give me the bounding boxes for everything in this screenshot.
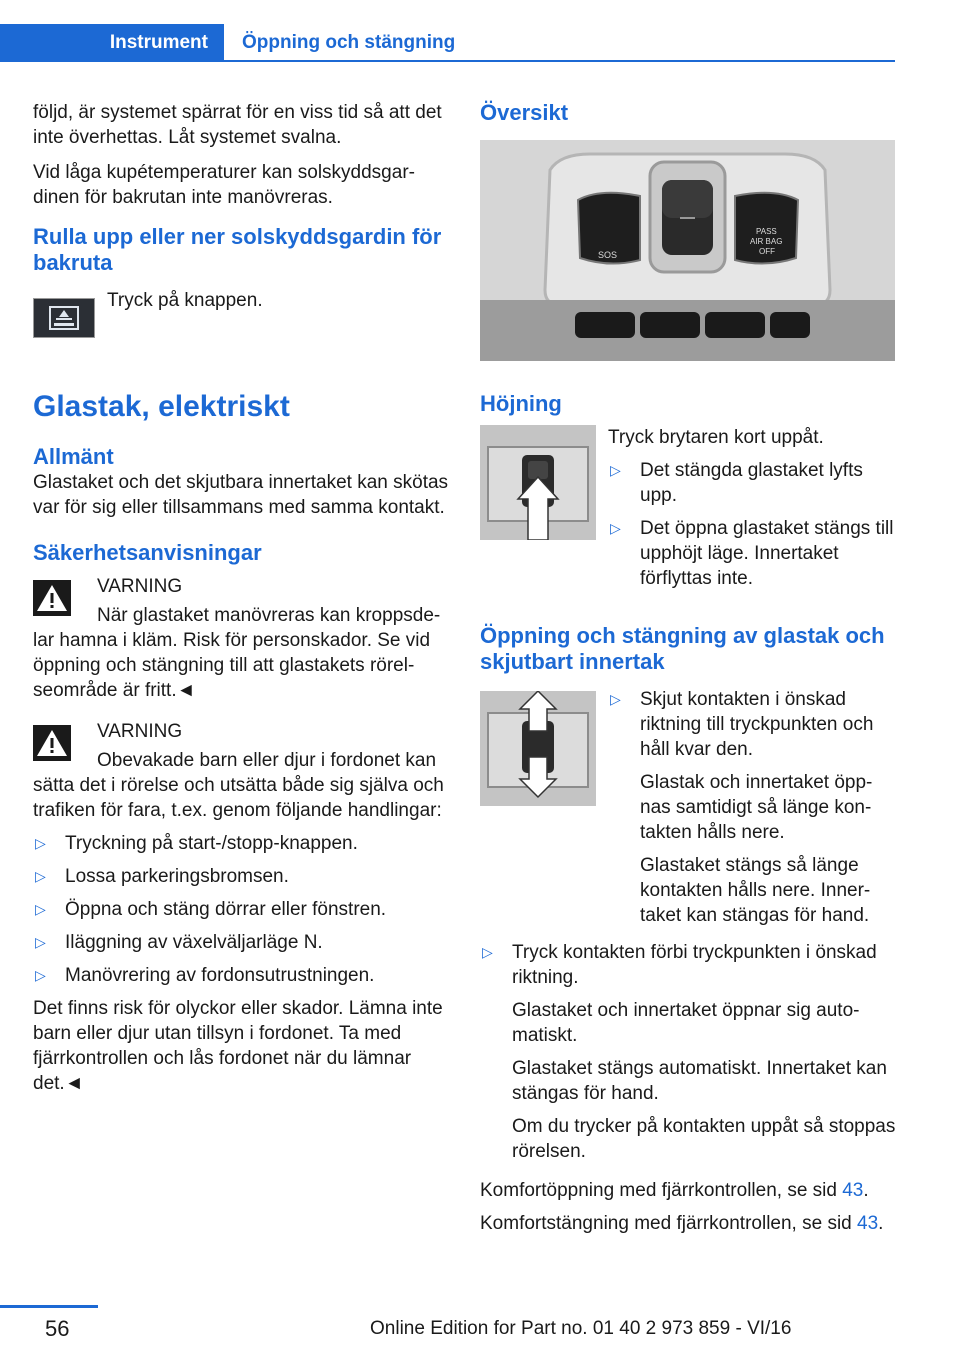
- page-number: 56: [45, 1316, 70, 1341]
- list-item: ▷ Skjut kontakten i önskad riktning till tryckpunkten och håll kvar den. Glastak och innertaket öppnas samtidigt så länge kontakten hålls nere. Glastaket stängs så länge kontakten hålls nere. Innertaket kan stängas för hand.: [610, 689, 874, 926]
- paragraph: Vid låga kupétemperaturer kan solskyddsgardinen för bakrutan inte manövreras.: [33, 162, 415, 208]
- list-item: ▷ Manövrering av fordonsutrustningen.: [35, 965, 375, 986]
- triangle-bullet-icon: ▷: [482, 944, 493, 960]
- header-tab-oppning[interactable]: Öppning och stängning: [242, 32, 456, 53]
- warning-text-1: När glastaket manövreras kan kroppsdelar hamna i kläm. Risk för personskador. Se vid öppning och stängning till att glastakets rörelseområde är fritt.◄: [33, 605, 441, 701]
- triangle-bullet-icon: ▷: [35, 868, 46, 884]
- footer-edition: Online Edition for Part no. 01 40 2 973 859 - VI/16: [370, 1318, 792, 1339]
- warning-title: VARNING: [97, 721, 183, 742]
- warning-title: VARNING: [97, 576, 183, 597]
- paragraph-allmant: Glastaket och det skjutbara innertaket kan skötas var för sig eller tillsammans med samma kontakt.: [33, 472, 449, 518]
- hojning-intro: Tryck brytaren kort uppåt.: [608, 427, 824, 448]
- list-item: ▷ Iläggning av växelväljarläge N.: [35, 932, 323, 953]
- warning-icon: [33, 580, 71, 616]
- list-item: ▷ Lossa parkeringsbromsen.: [35, 866, 289, 887]
- pass-label: PASS: [756, 227, 777, 236]
- triangle-bullet-icon: ▷: [610, 462, 621, 478]
- airbag-label: AIR BAG: [750, 237, 783, 246]
- heading-allmant: Allmänt: [33, 444, 114, 469]
- heading-oppning: Öppning och stängning av glastak och skjutbart innertak: [480, 623, 885, 674]
- heading-oversikt: Översikt: [480, 100, 569, 125]
- warning-list: [33, 831, 449, 988]
- warning-icon: [33, 725, 71, 761]
- hojning-section: [480, 425, 896, 599]
- oppning-list-2: [480, 940, 896, 1164]
- switch-updown-illustration: [480, 691, 596, 806]
- oppning-section: [480, 687, 896, 936]
- header-tab-instrument[interactable]: Instrument: [0, 24, 224, 62]
- list-item: ▷ Öppna och stäng dörrar eller fönstren.: [35, 899, 387, 920]
- header-rule: [224, 60, 895, 62]
- paragraph: följd, är systemet spärrat för en viss tid så att det inte överhettas. Låt systemet svalna.: [33, 102, 442, 148]
- hojning-list: [608, 458, 896, 591]
- warning-block-1: [33, 574, 449, 599]
- list-item: ▷ Tryck kontakten förbi tryckpunkten i önskad riktning. Glastaket och innertaket öppnar sig automatiskt. Glastaket stängs automatiskt. Innertaket kan stängas för hand. Om du trycker på kontakten uppåt så stoppas rörelsen.: [482, 942, 896, 1162]
- overhead-console-photo: [480, 140, 895, 361]
- page-link[interactable]: 43: [857, 1213, 879, 1234]
- komfort-close-text: Komfortstängning med fjärrkontrollen, se sid 43.: [480, 1213, 884, 1234]
- triangle-bullet-icon: ▷: [35, 967, 46, 983]
- list-item: ▷ Det öppna glastaket stängs till upphöjt läge. Innertaket förflyttas inte.: [610, 518, 894, 589]
- off-label: OFF: [759, 247, 775, 256]
- press-button-text: Tryck på knappen.: [107, 290, 263, 311]
- triangle-bullet-icon: ▷: [35, 901, 46, 917]
- triangle-bullet-icon: ▷: [35, 835, 46, 851]
- switch-up-illustration: [480, 425, 596, 540]
- heading-glastak: Glastak, elektriskt: [33, 390, 290, 423]
- button-instruction: [33, 288, 449, 338]
- sunblind-button-icon: [33, 298, 95, 338]
- right-column: [480, 100, 896, 1246]
- left-column: [33, 100, 449, 1106]
- triangle-bullet-icon: ▷: [610, 691, 621, 707]
- list-item: ▷ Tryckning på start-/stopp-knappen.: [35, 833, 358, 854]
- komfort-open-text: Komfortöppning med fjärrkontrollen, se sid 43.: [480, 1180, 869, 1201]
- page-link[interactable]: 43: [842, 1180, 864, 1201]
- list-item: ▷ Det stängda glastaket lyfts upp.: [610, 460, 863, 506]
- heading-sakerhet: Säkerhetsanvisningar: [33, 540, 262, 565]
- footer-rule: [0, 1305, 98, 1308]
- triangle-bullet-icon: ▷: [35, 934, 46, 950]
- oppning-list-1: [608, 687, 896, 928]
- warning-text-2: Obevakade barn eller djur i fordonet kan sätta det i rörelse och utsätta både sig själva och trafiken för fara, t.ex. genom följande handlingar:: [33, 750, 444, 821]
- warning-end-text: Det finns risk för olyckor eller skador. Lämna inte barn eller djur utan tillsyn i fordonet. Ta med fjärrkontrollen och lås fordonet när du lämnar det.◄: [33, 998, 443, 1094]
- heading-rulla: Rulla upp eller ner solskyddsgardin för bakruta: [33, 224, 442, 275]
- heading-hojning: Höjning: [480, 391, 562, 416]
- warning-block-2: [33, 719, 449, 744]
- sos-label: SOS: [598, 250, 618, 260]
- triangle-bullet-icon: ▷: [610, 520, 621, 536]
